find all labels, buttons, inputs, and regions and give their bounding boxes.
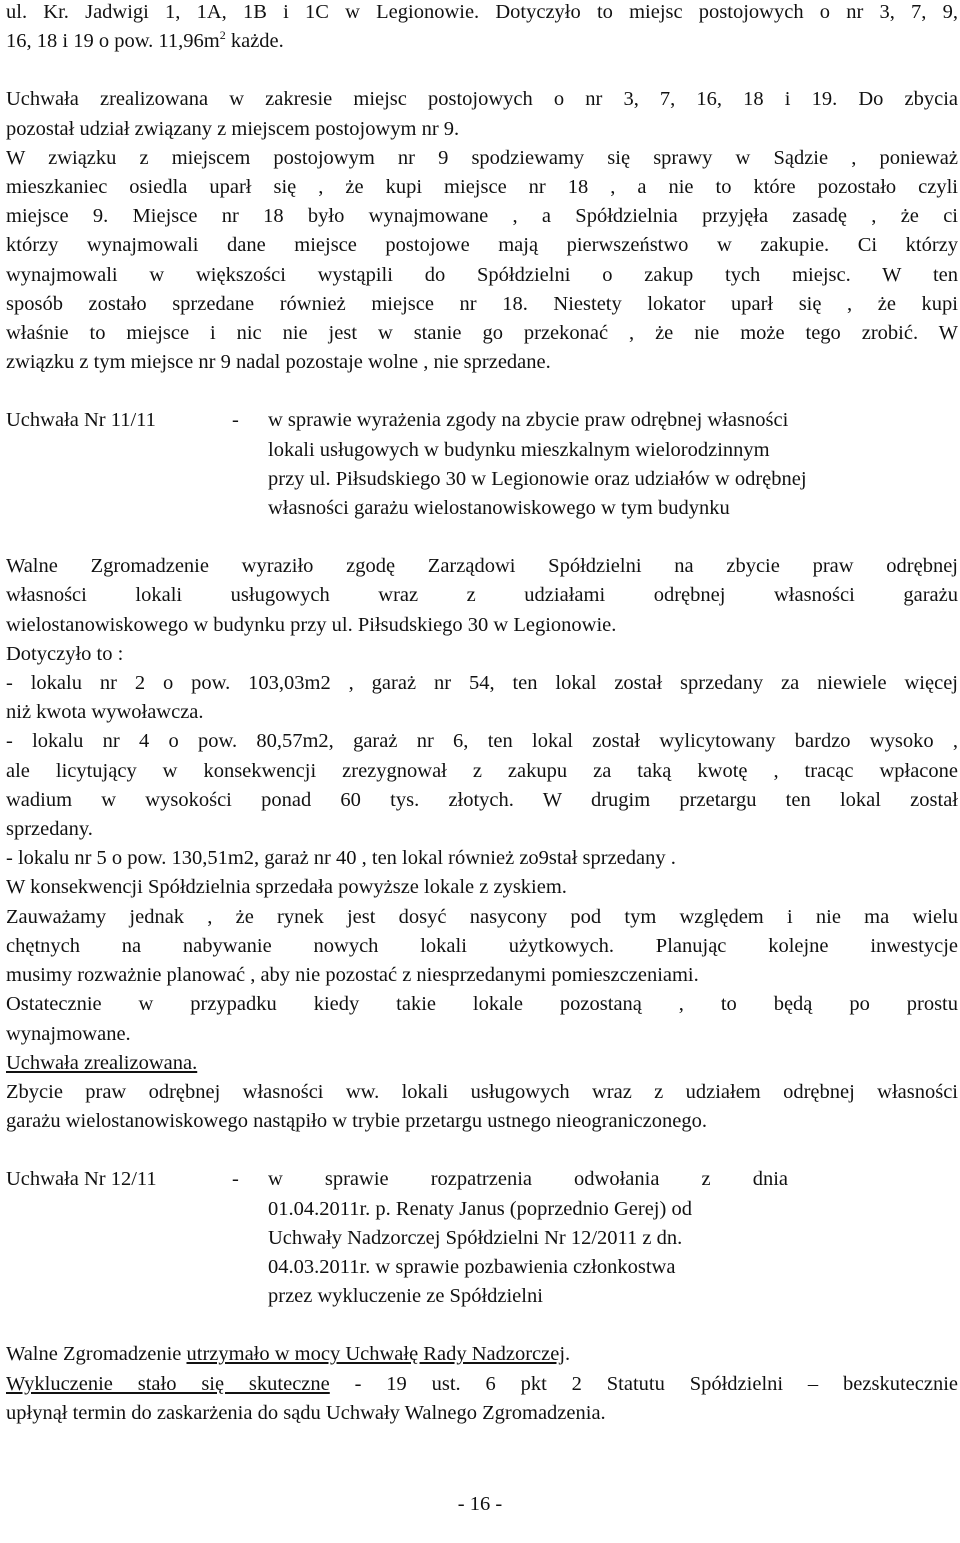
text-line: - lokalu nr 4 o pow. 80,57m2, garaż nr 6, ten lokal został wylicytowany bardzo wysoko , <box>6 730 958 753</box>
text-line: musimy rozważnie planować , aby nie pozostać z niesprzedanymi pomieszczeniami. <box>6 964 699 987</box>
resolution-subject <box>268 406 958 523</box>
text-line: Uchwała zrealizowana w zakresie miejsc postojowych o nr 3, 7, 16, 18 i 19. Do zbycia <box>6 88 958 111</box>
resolution-realized-note: Uchwała zrealizowana. <box>6 1051 198 1074</box>
text-line: wynajmowane. <box>6 1022 131 1045</box>
text-line: Zauważamy jednak , że rynek jest dosyć nasycony pod tym względem i nie ma wielu <box>6 905 958 928</box>
spacer <box>6 56 958 85</box>
text-line: wadium w wysokości ponad 60 tys. złotych. W drugim przetargu ten lokal został <box>6 788 958 811</box>
text-line <box>6 27 958 56</box>
resolution-dash: - <box>232 409 239 432</box>
text-span: każde. <box>225 30 284 53</box>
paragraph-decision <box>6 1340 958 1428</box>
spacer <box>6 1136 958 1165</box>
text-line: mieszkaniec osiedla uparł się , że kupi miejsce nr 18 , a nie to które pozostało czyli <box>6 176 958 199</box>
resolution-subject <box>268 1165 788 1311</box>
text-line: Uchwały Nadzorczej Spółdzielni Nr 12/2011 z dn. <box>268 1226 683 1249</box>
page-number: - 16 - <box>457 1493 503 1515</box>
spacer <box>6 1311 958 1340</box>
text-line: przy ul. Piłsudskiego 30 w Legionowie oraz udziałów w odrębnej <box>268 467 807 490</box>
text-line: którzy wynajmowali dane miejsce postojowe mają pierwszeństwo w zakupie. Ci którzy <box>6 234 958 257</box>
text-line: sposób zostało sprzedane również miejsce nr 18. Niestety lokator uparł się , że kupi <box>6 292 958 315</box>
text-line: - lokalu nr 2 o pow. 103,03m2 , garaż nr 54, ten lokal został sprzedany za niewiele więcej <box>6 672 958 695</box>
text-line: Walne Zgromadzenie wyraziło zgodę Zarządowi Spółdzielni na zbycie praw odrębnej <box>6 555 958 578</box>
text-line: w sprawie rozpatrzenia odwołania z dnia <box>268 1168 788 1191</box>
text-line: ale licytujący w konsekwencji zrezygnował z zakupu za taką kwotę , tracąc wpłacone <box>6 759 958 782</box>
spacer <box>6 377 958 406</box>
resolution-title: Uchwała Nr 12/11 <box>6 1168 157 1191</box>
text-line: upłynął termin do zaskarżenia do sądu Uchwały Walnego Zgromadzenia. <box>6 1401 606 1424</box>
text-span: Walne Zgromadzenie <box>6 1343 187 1366</box>
text-line <box>6 1340 958 1369</box>
text-line: garażu wielostanowiskowego nastąpiło w trybie przetargu ustnego nieograniczonego. <box>6 1110 707 1133</box>
text-line: wynajmowali w większości wystąpili do Spółdzielni o zakup tych miejsc. W ten <box>6 263 958 286</box>
superscript: 2 <box>219 28 226 43</box>
text-line: miejsce 9. Miejsce nr 18 było wynajmowane , a Spółdzielnia przyjęła zasadę , że ci <box>6 205 958 228</box>
text-line: w sprawie wyrażenia zgody na zbycie praw odrębnej własności <box>268 409 789 432</box>
text-line: Dotyczyło to : <box>6 642 124 665</box>
resolution-title: Uchwała Nr 11/11 <box>6 409 156 432</box>
text-line: Ostatecznie w przypadku kiedy takie lokale pozostaną , to będą po prostu <box>6 993 958 1016</box>
resolution-12-header <box>6 1165 958 1311</box>
text-line: chętnych na nabywanie nowych lokali użytkowych. Planując kolejne inwestycje <box>6 934 958 957</box>
text-line: W konsekwencji Spółdzielnia sprzedała powyższe lokale z zyskiem. <box>6 876 567 899</box>
text-line: przez wykluczenie ze Spółdzielni <box>268 1285 543 1308</box>
underlined-text: utrzymało w mocy Uchwałę Rady Nadzorczej <box>186 1343 566 1366</box>
text-line: wielostanowiskowego w budynku przy ul. Piłsudskiego 30 w Legionowie. <box>6 613 617 636</box>
text-line: właśnie to miejsce i nic nie jest w stanie go przekonać , że nie może tego zrobić. W <box>6 322 958 345</box>
document-page <box>6 0 958 1428</box>
text-span: - 19 ust. 6 pkt 2 Statutu Spółdzielni – bezskutecznie <box>329 1372 958 1395</box>
text-line: 01.04.2011r. p. Renaty Janus (poprzednio Gerej) od <box>268 1197 692 1220</box>
text-line: ul. Kr. Jadwigi 1, 1A, 1B i 1C w Legionowie. Dotyczyło to miejsc postojowych o nr 3, 7, 9, <box>6 1 958 23</box>
text-line: W związku z miejscem postojowym nr 9 spodziewamy się sprawy w Sądzie , ponieważ <box>6 146 958 169</box>
resolution-11-header <box>6 406 958 523</box>
text-line: sprzedany. <box>6 818 93 841</box>
paragraph-premises <box>6 552 958 1136</box>
text-line: własności garażu wielostanowiskowego w tym budynku <box>268 497 730 520</box>
text-line: Zbycie praw odrębnej własności ww. lokali usługowych wraz z udziałem odrębnej własności <box>6 1080 958 1103</box>
paragraph-parking <box>6 85 958 377</box>
text-span: . <box>565 1343 571 1366</box>
text-line: 04.03.2011r. w sprawie pozbawienia członkostwa <box>268 1255 676 1278</box>
spacer <box>6 523 958 552</box>
text-span: 16, 18 i 19 o pow. 11,96m <box>6 30 220 53</box>
text-line: lokali usługowych w budynku mieszkalnym wielorodzinnym <box>268 438 770 461</box>
underlined-text: Wykluczenie stało się skuteczne <box>6 1372 330 1395</box>
text-line: niż kwota wywoławcza. <box>6 701 204 724</box>
text-line: pozostał udział związany z miejscem postojowym nr 9. <box>6 117 460 140</box>
resolution-dash: - <box>232 1168 239 1191</box>
text-line: własności lokali usługowych wraz z udziałami odrębnej własności garażu <box>6 584 958 607</box>
text-line: - lokalu nr 5 o pow. 130,51m2, garaż nr 40 , ten lokal również zo9stał sprzedany . <box>6 847 676 870</box>
text-line: związku z tym miejsce nr 9 nadal pozostaje wolne , nie sprzedane. <box>6 351 551 374</box>
text-line <box>6 1370 958 1399</box>
intro-paragraph <box>6 0 958 56</box>
